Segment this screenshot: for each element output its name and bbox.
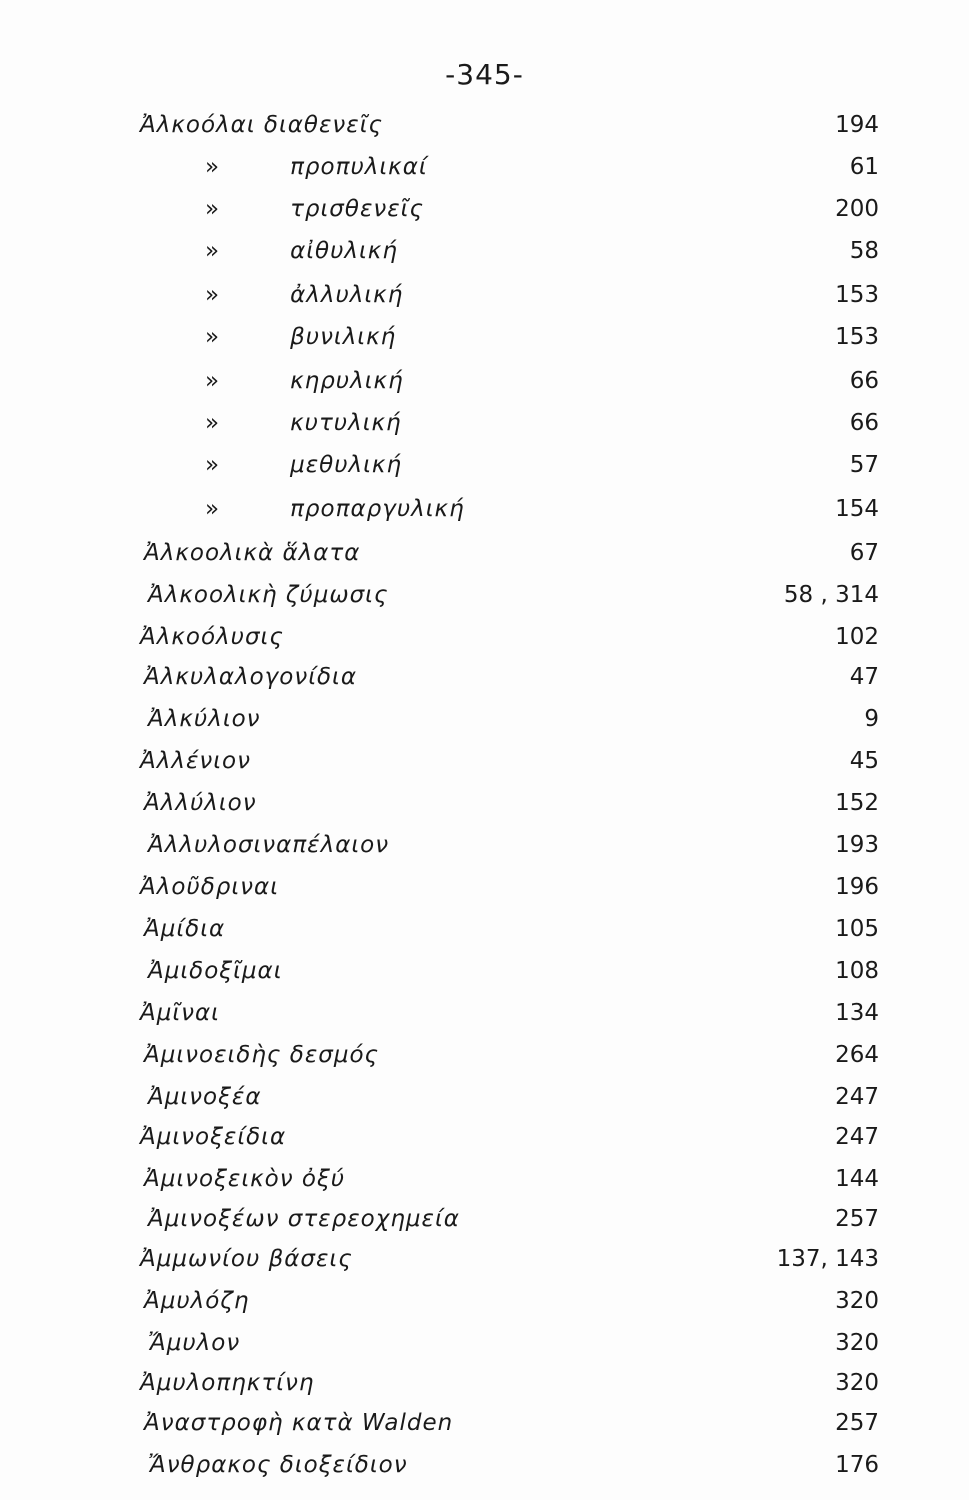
index-page-ref: 320 bbox=[835, 1370, 879, 1396]
index-term-text: μεθυλική bbox=[290, 452, 403, 478]
index-entry bbox=[0, 624, 969, 664]
index-term bbox=[144, 1166, 345, 1192]
index-term bbox=[205, 368, 404, 394]
ditto-mark: » bbox=[205, 496, 221, 522]
index-entry bbox=[0, 1410, 969, 1450]
index-page-ref: 176 bbox=[835, 1452, 879, 1478]
index-entry bbox=[0, 368, 969, 408]
index-page-ref: 194 bbox=[835, 112, 879, 138]
index-entry bbox=[0, 1084, 969, 1124]
index-page-ref: 108 bbox=[835, 958, 879, 984]
index-term bbox=[205, 154, 428, 180]
index-entry bbox=[0, 1206, 969, 1246]
index-term bbox=[140, 1000, 220, 1026]
index-term bbox=[205, 196, 424, 222]
index-page-ref: 264 bbox=[835, 1042, 879, 1068]
index-term-text: Ἀλκοολικὰ ἅλατα bbox=[144, 540, 361, 566]
index-entry bbox=[0, 282, 969, 322]
ditto-mark: » bbox=[205, 452, 221, 478]
index-term-text: κυτυλική bbox=[290, 410, 402, 436]
ditto-mark: » bbox=[205, 282, 221, 308]
index-term-text: Ἀλλυλοσιναπέλαιον bbox=[148, 832, 390, 858]
index-page-ref: 105 bbox=[835, 916, 879, 942]
index-term-text: αἰθυλική bbox=[290, 238, 398, 264]
ditto-mark: » bbox=[205, 410, 221, 436]
index-term bbox=[148, 958, 282, 984]
index-entry bbox=[0, 958, 969, 998]
index-term-text: Ἀμινοειδὴς δεσμός bbox=[144, 1042, 380, 1068]
index-term-text: προπυλικαί bbox=[290, 154, 428, 180]
index-page-ref: 257 bbox=[835, 1410, 879, 1436]
index-term-text: Ἀμίδια bbox=[144, 916, 226, 942]
index-term bbox=[144, 1042, 379, 1068]
ditto-mark: » bbox=[205, 324, 221, 350]
index-entry bbox=[0, 196, 969, 236]
index-term-text: Ἀλκοόλυσις bbox=[140, 624, 284, 650]
index-entry bbox=[0, 1330, 969, 1370]
index-entry bbox=[0, 1000, 969, 1040]
index-entry bbox=[0, 1370, 969, 1410]
index-entry bbox=[0, 540, 969, 580]
index-term bbox=[148, 832, 389, 858]
index-entry bbox=[0, 916, 969, 956]
index-term-text: Ἀμινοξέων στερεοχημεία bbox=[148, 1206, 460, 1232]
index-term-text: Ἀμμωνίου βάσεις bbox=[140, 1246, 353, 1272]
index-term bbox=[148, 1330, 240, 1356]
index-term-text: Ἀλλύλιον bbox=[144, 790, 257, 816]
index-term bbox=[144, 664, 357, 690]
index-term bbox=[140, 112, 383, 138]
index-term-text: Ἄμυλον bbox=[148, 1330, 241, 1356]
index-term-text: Ἀλκυλαλογονίδια bbox=[144, 664, 357, 690]
index-page-ref: 102 bbox=[835, 624, 879, 650]
index-term-text: Ἀλκοόλαι διαθενεῖς bbox=[140, 112, 383, 138]
index-page-ref: 58 bbox=[849, 238, 879, 264]
index-term bbox=[148, 582, 388, 608]
ditto-mark: » bbox=[205, 368, 221, 394]
index-page-ref: 144 bbox=[835, 1166, 879, 1192]
index-entry bbox=[0, 1288, 969, 1328]
index-page-ref: 193 bbox=[835, 832, 879, 858]
index-page-ref: 134 bbox=[835, 1000, 879, 1026]
index-page-ref: 153 bbox=[835, 282, 879, 308]
ditto-mark: » bbox=[205, 238, 221, 264]
index-term bbox=[140, 1124, 286, 1150]
index-entry bbox=[0, 452, 969, 492]
index-entry bbox=[0, 790, 969, 830]
index-page-ref: 154 bbox=[835, 496, 879, 522]
index-term bbox=[140, 1370, 314, 1396]
index-term-text: Ἀμινοξέα bbox=[148, 1084, 262, 1110]
index-page-ref: 247 bbox=[835, 1124, 879, 1150]
ditto-mark: » bbox=[205, 154, 221, 180]
index-entry bbox=[0, 748, 969, 788]
index-entry bbox=[0, 1452, 969, 1492]
index-page-ref: 196 bbox=[835, 874, 879, 900]
page-number: -345- bbox=[445, 58, 524, 91]
index-page-ref: 58 , 314 bbox=[783, 582, 879, 608]
index-term-text: τρισθενεῖς bbox=[290, 196, 424, 222]
index-page-ref: 45 bbox=[849, 748, 879, 774]
index-term-text: Ἀμινοξείδια bbox=[140, 1124, 287, 1150]
index-page-ref: 320 bbox=[835, 1330, 879, 1356]
index-term-text: Ἀμυλοπηκτίνη bbox=[140, 1370, 315, 1396]
index-page-ref: 66 bbox=[849, 368, 879, 394]
index-page-ref: 66 bbox=[849, 410, 879, 436]
index-entry bbox=[0, 664, 969, 704]
index-term-text: Ἀλλένιον bbox=[140, 748, 251, 774]
index-term-text: Ἀλοῦδριναι bbox=[140, 874, 279, 900]
ditto-mark: » bbox=[205, 196, 221, 222]
index-entry bbox=[0, 1166, 969, 1206]
index-term bbox=[148, 1206, 460, 1232]
index-entry bbox=[0, 832, 969, 872]
index-term-text: Ἀμῖναι bbox=[140, 1000, 220, 1026]
index-term-text: βυνιλική bbox=[290, 324, 397, 350]
index-page-ref: 67 bbox=[849, 540, 879, 566]
index-page-ref: 200 bbox=[835, 196, 879, 222]
index-term bbox=[140, 1246, 353, 1272]
index-page-ref: 47 bbox=[849, 664, 879, 690]
index-term-text: κηρυλική bbox=[290, 368, 404, 394]
index-entry bbox=[0, 706, 969, 746]
index-entry bbox=[0, 1246, 969, 1286]
index-entry bbox=[0, 582, 969, 622]
index-page-ref: 320 bbox=[835, 1288, 879, 1314]
index-term-text: Ἀλκοολικὴ ζύμωσις bbox=[148, 582, 389, 608]
index-term bbox=[144, 540, 360, 566]
index-term bbox=[140, 874, 279, 900]
index-page-ref: 9 bbox=[864, 706, 879, 732]
index-term bbox=[205, 324, 396, 350]
index-term bbox=[205, 410, 402, 436]
index-term-text: Ἀμυλόζη bbox=[144, 1288, 250, 1314]
index-term bbox=[148, 1452, 408, 1478]
index-entry bbox=[0, 496, 969, 536]
index-term bbox=[144, 790, 257, 816]
index-entry bbox=[0, 112, 969, 152]
index-term-text: Ἄνθρακος διοξείδιον bbox=[148, 1452, 408, 1478]
index-entry bbox=[0, 324, 969, 364]
index-entry bbox=[0, 1124, 969, 1164]
index-page-ref: 153 bbox=[835, 324, 879, 350]
index-term bbox=[144, 1410, 453, 1436]
index-page-ref: 61 bbox=[849, 154, 879, 180]
index-entry bbox=[0, 410, 969, 450]
index-entry bbox=[0, 1042, 969, 1082]
index-term-text: Ἀναστροφὴ κατὰ Walden bbox=[144, 1410, 454, 1436]
index-page-ref: 152 bbox=[835, 790, 879, 816]
index-entry bbox=[0, 154, 969, 194]
index-term bbox=[205, 238, 398, 264]
index-term bbox=[144, 916, 225, 942]
index-page-ref: 257 bbox=[835, 1206, 879, 1232]
index-term bbox=[140, 748, 251, 774]
index-page-ref: 57 bbox=[849, 452, 879, 478]
index-term bbox=[148, 1084, 262, 1110]
index-term-text: προπαργυλική bbox=[290, 496, 465, 522]
index-term bbox=[144, 1288, 249, 1314]
index-page-ref: 247 bbox=[835, 1084, 879, 1110]
index-entry bbox=[0, 238, 969, 278]
index-term bbox=[205, 452, 402, 478]
index-term bbox=[148, 706, 261, 732]
index-entry bbox=[0, 874, 969, 914]
index-term bbox=[140, 624, 284, 650]
index-term-text: Ἀμινοξεικὸν ὀξύ bbox=[144, 1166, 346, 1192]
index-term bbox=[205, 496, 465, 522]
index-term-text: Ἀμιδοξῖμαι bbox=[148, 958, 283, 984]
index-term-text: ἀλλυλική bbox=[290, 282, 404, 308]
index-page-ref: 137, 143 bbox=[776, 1246, 879, 1272]
index-term-text: Ἀλκύλιον bbox=[148, 706, 261, 732]
index-term bbox=[205, 282, 403, 308]
